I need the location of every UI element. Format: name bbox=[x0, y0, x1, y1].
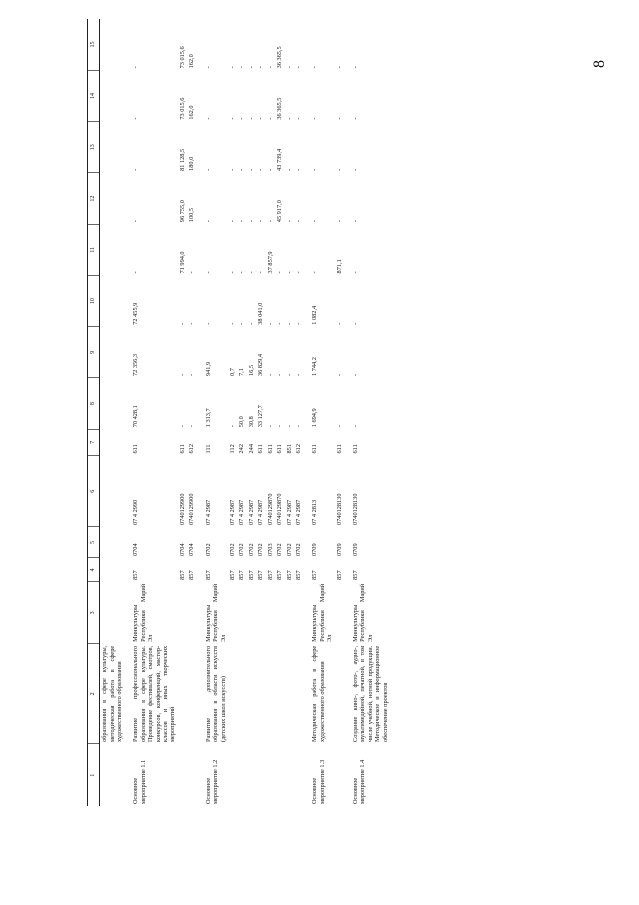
cell-col-8: - bbox=[266, 425, 274, 428]
cell-col-1 bbox=[228, 744, 237, 806]
cell-col-12: - bbox=[247, 220, 255, 223]
cell-col-10: - bbox=[276, 322, 284, 325]
cell-col-11: - bbox=[204, 271, 212, 274]
cell-col-15: - bbox=[311, 66, 319, 69]
cell-col-10: 38 041,0 bbox=[257, 302, 265, 325]
column-header-7: 7 bbox=[88, 429, 100, 455]
cell-col-5: 0704 bbox=[178, 543, 186, 556]
column-header-14: 14 bbox=[88, 70, 100, 121]
cell-col-9: 941,9 bbox=[204, 361, 212, 376]
cell-col-1: Основное мероприятие 1.2 bbox=[204, 759, 220, 804]
cell-col-5: 0709 bbox=[311, 543, 319, 556]
cell-col-13: - bbox=[335, 168, 343, 171]
cell-col-12: - bbox=[311, 220, 319, 223]
cell-col-12: - bbox=[335, 220, 343, 223]
cell-col-15: - bbox=[257, 66, 265, 69]
cell-col-14 bbox=[100, 70, 125, 121]
cell-col-9: - bbox=[335, 373, 343, 376]
cell-col-12: - bbox=[228, 220, 236, 223]
cell-col-15: - bbox=[285, 66, 293, 69]
cell-col-10: 1 082,4 bbox=[311, 305, 319, 325]
cell-col-6: 07 4 2987 bbox=[247, 499, 255, 525]
table-row bbox=[275, 19, 284, 806]
cell-col-11: - bbox=[352, 271, 360, 274]
cell-col-6: 07 4 2987 bbox=[285, 499, 293, 525]
column-header-9: 9 bbox=[88, 327, 100, 378]
cell-col-10: 72 455,9 bbox=[132, 302, 140, 325]
cell-col-12: 45 917,0 bbox=[276, 200, 284, 223]
cell-col-7: 611 bbox=[276, 444, 284, 454]
cell-col-15: 36 365,5 bbox=[276, 46, 284, 69]
page-number: 8 bbox=[591, 60, 608, 68]
cell-col-12: - bbox=[352, 220, 360, 223]
cell-col-12: - bbox=[257, 220, 265, 223]
cell-col-14: - bbox=[285, 117, 293, 120]
cell-col-1: Основное мероприятие 1.3 bbox=[311, 759, 326, 804]
cell-col-15: - bbox=[335, 66, 343, 69]
cell-col-12: 100,5 bbox=[188, 208, 196, 223]
cell-col-4: 857 bbox=[228, 570, 236, 580]
cell-col-4: 857 bbox=[257, 570, 265, 580]
cell-col-4: 857 bbox=[178, 570, 186, 580]
cell-col-14: - bbox=[294, 117, 302, 120]
cell-col-10: - bbox=[335, 322, 343, 325]
cell-col-9: 7,1 bbox=[238, 368, 246, 376]
cell-col-11: - bbox=[188, 271, 196, 274]
cell-col-9: 1 744,2 bbox=[311, 357, 319, 376]
cell-col-13: 81 128,5 bbox=[178, 148, 186, 171]
cell-col-10 bbox=[100, 275, 125, 326]
cell-col-3 bbox=[100, 582, 125, 644]
cell-col-4: 857 bbox=[266, 570, 274, 580]
cell-col-15: - bbox=[294, 66, 302, 69]
cell-col-13: - bbox=[266, 168, 274, 171]
cell-col-15: - bbox=[238, 66, 246, 69]
cell-col-4: 857 bbox=[132, 570, 140, 580]
cell-col-7: 611 bbox=[132, 444, 140, 454]
cell-col-3: Минкультуры Республики Марий Эл bbox=[352, 583, 374, 642]
cell-col-15: - bbox=[132, 66, 140, 69]
cell-col-12: - bbox=[294, 220, 302, 223]
cell-col-7: 111 bbox=[204, 444, 212, 454]
cell-col-7: 244 bbox=[247, 444, 255, 454]
cell-col-3 bbox=[275, 582, 284, 644]
cell-col-13: 180,0 bbox=[188, 156, 196, 171]
cell-col-7 bbox=[100, 429, 125, 455]
cell-col-8: - bbox=[294, 425, 302, 428]
table-row bbox=[256, 19, 265, 806]
cell-col-2 bbox=[256, 644, 265, 744]
cell-col-7: 611 bbox=[352, 444, 360, 454]
cell-col-8: - bbox=[335, 425, 343, 428]
cell-col-15: - bbox=[247, 66, 255, 69]
cell-col-12: - bbox=[266, 220, 274, 223]
cell-col-3 bbox=[178, 582, 187, 644]
cell-col-2: Создание кино-, фото-, аудио-, мультимедийной, печатной, в том числе учебной, нотной продукции. Методическое и информационное обеспечение проектов bbox=[352, 645, 389, 742]
cell-col-4 bbox=[100, 558, 125, 582]
cell-col-3 bbox=[228, 582, 237, 644]
cell-col-8: - bbox=[285, 425, 293, 428]
cell-col-9: 0,7 bbox=[228, 368, 236, 376]
cell-col-3 bbox=[266, 582, 275, 644]
cell-col-2 bbox=[178, 644, 187, 744]
table-row bbox=[247, 19, 256, 806]
cell-col-6: 0740129900 bbox=[178, 493, 186, 525]
cell-col-8: 50,0 bbox=[238, 416, 246, 428]
cell-col-7: 612 bbox=[294, 444, 302, 454]
cell-col-7: 612 bbox=[188, 444, 196, 454]
cell-col-11: - bbox=[276, 271, 284, 274]
cell-col-10: - bbox=[204, 322, 212, 325]
cell-col-5: 0702 bbox=[238, 543, 246, 556]
column-header-11: 11 bbox=[88, 224, 100, 275]
table-row bbox=[266, 19, 275, 806]
table-row bbox=[197, 19, 228, 806]
cell-col-9: - bbox=[266, 373, 274, 376]
table-row bbox=[228, 19, 237, 806]
cell-col-10: - bbox=[238, 322, 246, 325]
cell-col-4: 857 bbox=[311, 570, 319, 580]
cell-col-4: 857 bbox=[335, 570, 343, 580]
table-row bbox=[303, 19, 334, 806]
cell-col-10: - bbox=[352, 322, 360, 325]
cell-col-15: - bbox=[352, 66, 360, 69]
cell-col-6: 07 4 2987 bbox=[238, 499, 246, 525]
cell-col-12: - bbox=[285, 220, 293, 223]
cell-col-2 bbox=[294, 644, 303, 744]
cell-col-9: - bbox=[294, 373, 302, 376]
cell-col-11: - bbox=[247, 271, 255, 274]
cell-col-13: - bbox=[311, 168, 319, 171]
cell-col-6: 0740128130 bbox=[352, 493, 360, 525]
cell-col-9: - bbox=[285, 373, 293, 376]
cell-col-8: - bbox=[178, 425, 186, 428]
column-header-12: 12 bbox=[88, 173, 100, 224]
cell-col-2 bbox=[228, 644, 237, 744]
table-row bbox=[124, 19, 178, 806]
table-row bbox=[294, 19, 303, 806]
cell-col-4: 857 bbox=[247, 570, 255, 580]
cell-col-2: Развитие профессионального образования в сфере культуры. Проведение фестивалей, смотров, конкурсов, конференций, мастер-классов и иных творческих мероприятий bbox=[132, 645, 177, 742]
cell-col-9: - bbox=[276, 373, 284, 376]
cell-col-13: - bbox=[257, 168, 265, 171]
cell-col-5: 0702 bbox=[228, 543, 236, 556]
cell-col-7: 242 bbox=[238, 444, 246, 454]
table-row bbox=[178, 19, 187, 806]
cell-col-9 bbox=[100, 327, 125, 378]
cell-col-2 bbox=[247, 644, 256, 744]
cell-col-4: 857 bbox=[285, 570, 293, 580]
column-header-6: 6 bbox=[88, 455, 100, 527]
cell-col-1 bbox=[237, 744, 246, 806]
cell-col-4: 857 bbox=[238, 570, 246, 580]
cell-col-14: - bbox=[352, 117, 360, 120]
cell-col-1 bbox=[285, 744, 294, 806]
table-row bbox=[285, 19, 294, 806]
cell-col-5: 0702 bbox=[276, 543, 284, 556]
cell-col-5: 0702 bbox=[247, 543, 255, 556]
cell-col-15: 162,0 bbox=[188, 54, 196, 69]
cell-col-3 bbox=[247, 582, 256, 644]
cell-col-14: - bbox=[204, 117, 212, 120]
table-row bbox=[100, 19, 125, 806]
cell-col-13: - bbox=[228, 168, 236, 171]
cell-col-7: 611 bbox=[266, 444, 274, 454]
column-header-5: 5 bbox=[88, 527, 100, 558]
cell-col-11: 71 994,0 bbox=[178, 251, 186, 274]
cell-col-8: - bbox=[352, 425, 360, 428]
cell-col-4: 857 bbox=[276, 570, 284, 580]
cell-col-14: 36 365,5 bbox=[276, 97, 284, 120]
cell-col-12: - bbox=[204, 220, 212, 223]
cell-col-10: - bbox=[247, 322, 255, 325]
cell-col-1 bbox=[178, 744, 187, 806]
cell-col-13: 43 739,4 bbox=[276, 148, 284, 171]
cell-col-2 bbox=[187, 644, 196, 744]
cell-col-13: - bbox=[247, 168, 255, 171]
cell-col-11: - bbox=[257, 271, 265, 274]
cell-col-5: 0709 bbox=[335, 543, 343, 556]
cell-col-11: - bbox=[228, 271, 236, 274]
cell-col-5: 0703 bbox=[266, 543, 274, 556]
cell-col-1: Основное мероприятие 1.1 bbox=[132, 759, 147, 804]
cell-col-13: - bbox=[285, 168, 293, 171]
cell-col-7: 611 bbox=[257, 444, 265, 454]
cell-col-12 bbox=[100, 173, 125, 224]
table-row bbox=[344, 19, 390, 806]
cell-col-2 bbox=[266, 644, 275, 744]
cell-col-12: - bbox=[238, 220, 246, 223]
cell-col-10: - bbox=[228, 322, 236, 325]
cell-col-1 bbox=[247, 744, 256, 806]
cell-col-11: - bbox=[294, 271, 302, 274]
cell-col-9: 36 829,4 bbox=[257, 353, 265, 376]
cell-col-3 bbox=[187, 582, 196, 644]
cell-col-13: - bbox=[294, 168, 302, 171]
cell-col-3 bbox=[237, 582, 246, 644]
cell-col-15: - bbox=[204, 66, 212, 69]
column-header-15: 15 bbox=[88, 19, 100, 70]
column-header-3: 3 bbox=[88, 582, 100, 644]
cell-col-4: 857 bbox=[294, 570, 302, 580]
cell-col-6: 07 4 2813 bbox=[311, 499, 319, 525]
column-header-10: 10 bbox=[88, 275, 100, 326]
cell-col-14: - bbox=[257, 117, 265, 120]
cell-col-8: 1 694,9 bbox=[311, 408, 319, 428]
column-header-1: 1 bbox=[88, 744, 100, 806]
cell-col-6: 07 4 2987 bbox=[294, 499, 302, 525]
column-header-4: 4 bbox=[88, 558, 100, 582]
cell-col-2: Методическая работа в сфере художественного образования bbox=[311, 645, 326, 742]
cell-col-11 bbox=[100, 224, 125, 275]
cell-col-13 bbox=[100, 122, 125, 173]
cell-col-15 bbox=[100, 19, 125, 70]
cell-col-6: 0740129870 bbox=[276, 493, 284, 525]
cell-col-13: - bbox=[132, 168, 140, 171]
cell-col-11: - bbox=[238, 271, 246, 274]
cell-col-3 bbox=[294, 582, 303, 644]
cell-col-14: - bbox=[311, 117, 319, 120]
table-row bbox=[237, 19, 246, 806]
cell-col-6: 07 4 2990 bbox=[132, 499, 140, 525]
cell-col-2 bbox=[237, 644, 246, 744]
cell-col-14: - bbox=[132, 117, 140, 120]
cell-col-4: 857 bbox=[352, 570, 360, 580]
cell-col-6: 07 4 2987 bbox=[204, 499, 212, 525]
cell-col-11: - bbox=[311, 271, 319, 274]
cell-col-11: - bbox=[132, 271, 140, 274]
cell-col-13: - bbox=[238, 168, 246, 171]
cell-col-9: - bbox=[188, 373, 196, 376]
cell-col-3 bbox=[285, 582, 294, 644]
cell-col-14: - bbox=[335, 117, 343, 120]
budget-table bbox=[87, 19, 390, 806]
cell-col-11: 37 857,9 bbox=[266, 251, 274, 274]
cell-col-8: 1 313,7 bbox=[204, 408, 212, 428]
cell-col-8 bbox=[100, 378, 125, 429]
cell-col-12: - bbox=[132, 220, 140, 223]
rotated-table-container bbox=[87, 19, 607, 806]
cell-col-10: - bbox=[178, 322, 186, 325]
cell-col-1 bbox=[294, 744, 303, 806]
cell-col-5: 0702 bbox=[257, 543, 265, 556]
cell-col-3 bbox=[256, 582, 265, 644]
cell-col-8: - bbox=[228, 425, 236, 428]
cell-col-14: - bbox=[238, 117, 246, 120]
cell-col-14: - bbox=[228, 117, 236, 120]
cell-col-8: - bbox=[276, 425, 284, 428]
table-body bbox=[100, 19, 391, 806]
cell-col-6: 07 4 2987 bbox=[228, 499, 236, 525]
cell-col-13: - bbox=[352, 168, 360, 171]
cell-col-1 bbox=[100, 744, 125, 806]
cell-col-11: 871,1 bbox=[335, 259, 343, 274]
cell-col-6: 0740129900 bbox=[188, 493, 196, 525]
cell-col-11: - bbox=[285, 271, 293, 274]
cell-col-9: - bbox=[178, 373, 186, 376]
cell-col-3: Минкультуры Республики Марий Эл bbox=[311, 583, 334, 642]
cell-col-6: 07 4 2987 bbox=[257, 499, 265, 525]
cell-col-5 bbox=[100, 527, 125, 558]
cell-col-15: 73 015,6 bbox=[178, 46, 186, 69]
cell-col-1 bbox=[266, 744, 275, 806]
table-row bbox=[335, 19, 344, 806]
cell-col-6 bbox=[100, 455, 125, 527]
cell-col-6: 0740128130 bbox=[335, 493, 343, 525]
cell-col-3: Минкультуры Республики Марий Эл bbox=[204, 583, 227, 642]
cell-col-8: - bbox=[188, 425, 196, 428]
cell-col-9: - bbox=[352, 373, 360, 376]
cell-col-7: 611 bbox=[335, 444, 343, 454]
cell-col-2 bbox=[275, 644, 284, 744]
column-number-header bbox=[88, 19, 100, 806]
cell-col-7: 611 bbox=[311, 444, 319, 454]
cell-col-2 bbox=[285, 644, 294, 744]
cell-col-5: 0704 bbox=[132, 543, 140, 556]
cell-col-13: - bbox=[204, 168, 212, 171]
cell-col-2 bbox=[335, 644, 344, 744]
cell-col-7: 112 bbox=[228, 444, 236, 454]
cell-col-7: 851 bbox=[285, 444, 293, 454]
cell-col-10: - bbox=[188, 322, 196, 325]
column-header-8: 8 bbox=[88, 378, 100, 429]
cell-col-5: 0702 bbox=[285, 543, 293, 556]
cell-col-8: 30,8 bbox=[247, 416, 255, 428]
cell-col-8: 70 428,1 bbox=[132, 405, 140, 428]
cell-col-3: Минкультуры Республики Марий Эл bbox=[132, 583, 155, 642]
cell-col-4: 857 bbox=[204, 570, 212, 580]
cell-col-1 bbox=[275, 744, 284, 806]
cell-col-10: - bbox=[266, 322, 274, 325]
column-header-2: 2 bbox=[88, 644, 100, 744]
cell-col-9: 16,5 bbox=[247, 364, 255, 376]
cell-col-3 bbox=[335, 582, 344, 644]
cell-col-14: 162,0 bbox=[188, 105, 196, 120]
cell-col-2: образования в сфере культуры, методическая работа в сфере художественного образования bbox=[101, 645, 123, 742]
cell-col-15: - bbox=[266, 66, 274, 69]
cell-col-1 bbox=[335, 744, 344, 806]
cell-col-5: 0702 bbox=[294, 543, 302, 556]
cell-col-8: 33 127,7 bbox=[257, 405, 265, 428]
cell-col-12: 96 755,0 bbox=[178, 200, 186, 223]
cell-col-6: 0740129870 bbox=[266, 493, 274, 525]
cell-col-7: 611 bbox=[178, 444, 186, 454]
cell-col-1 bbox=[256, 744, 265, 806]
cell-col-10: - bbox=[285, 322, 293, 325]
cell-col-5: 0709 bbox=[352, 543, 360, 556]
cell-col-1 bbox=[187, 744, 196, 806]
cell-col-14: - bbox=[247, 117, 255, 120]
cell-col-5: 0702 bbox=[204, 543, 212, 556]
cell-col-15: - bbox=[228, 66, 236, 69]
column-header-13: 13 bbox=[88, 122, 100, 173]
cell-col-10: - bbox=[294, 322, 302, 325]
cell-col-5: 0704 bbox=[188, 543, 196, 556]
cell-col-1: Основное мероприятие 1.4 bbox=[352, 759, 367, 804]
cell-col-14: 73 015,6 bbox=[178, 97, 186, 120]
cell-col-14: - bbox=[266, 117, 274, 120]
cell-col-4: 857 bbox=[188, 570, 196, 580]
table-row bbox=[187, 19, 196, 806]
cell-col-9: 72 356,3 bbox=[132, 353, 140, 376]
cell-col-2: Развитие дополнительного образования в области искусств (детских школ искусств) bbox=[204, 645, 227, 742]
